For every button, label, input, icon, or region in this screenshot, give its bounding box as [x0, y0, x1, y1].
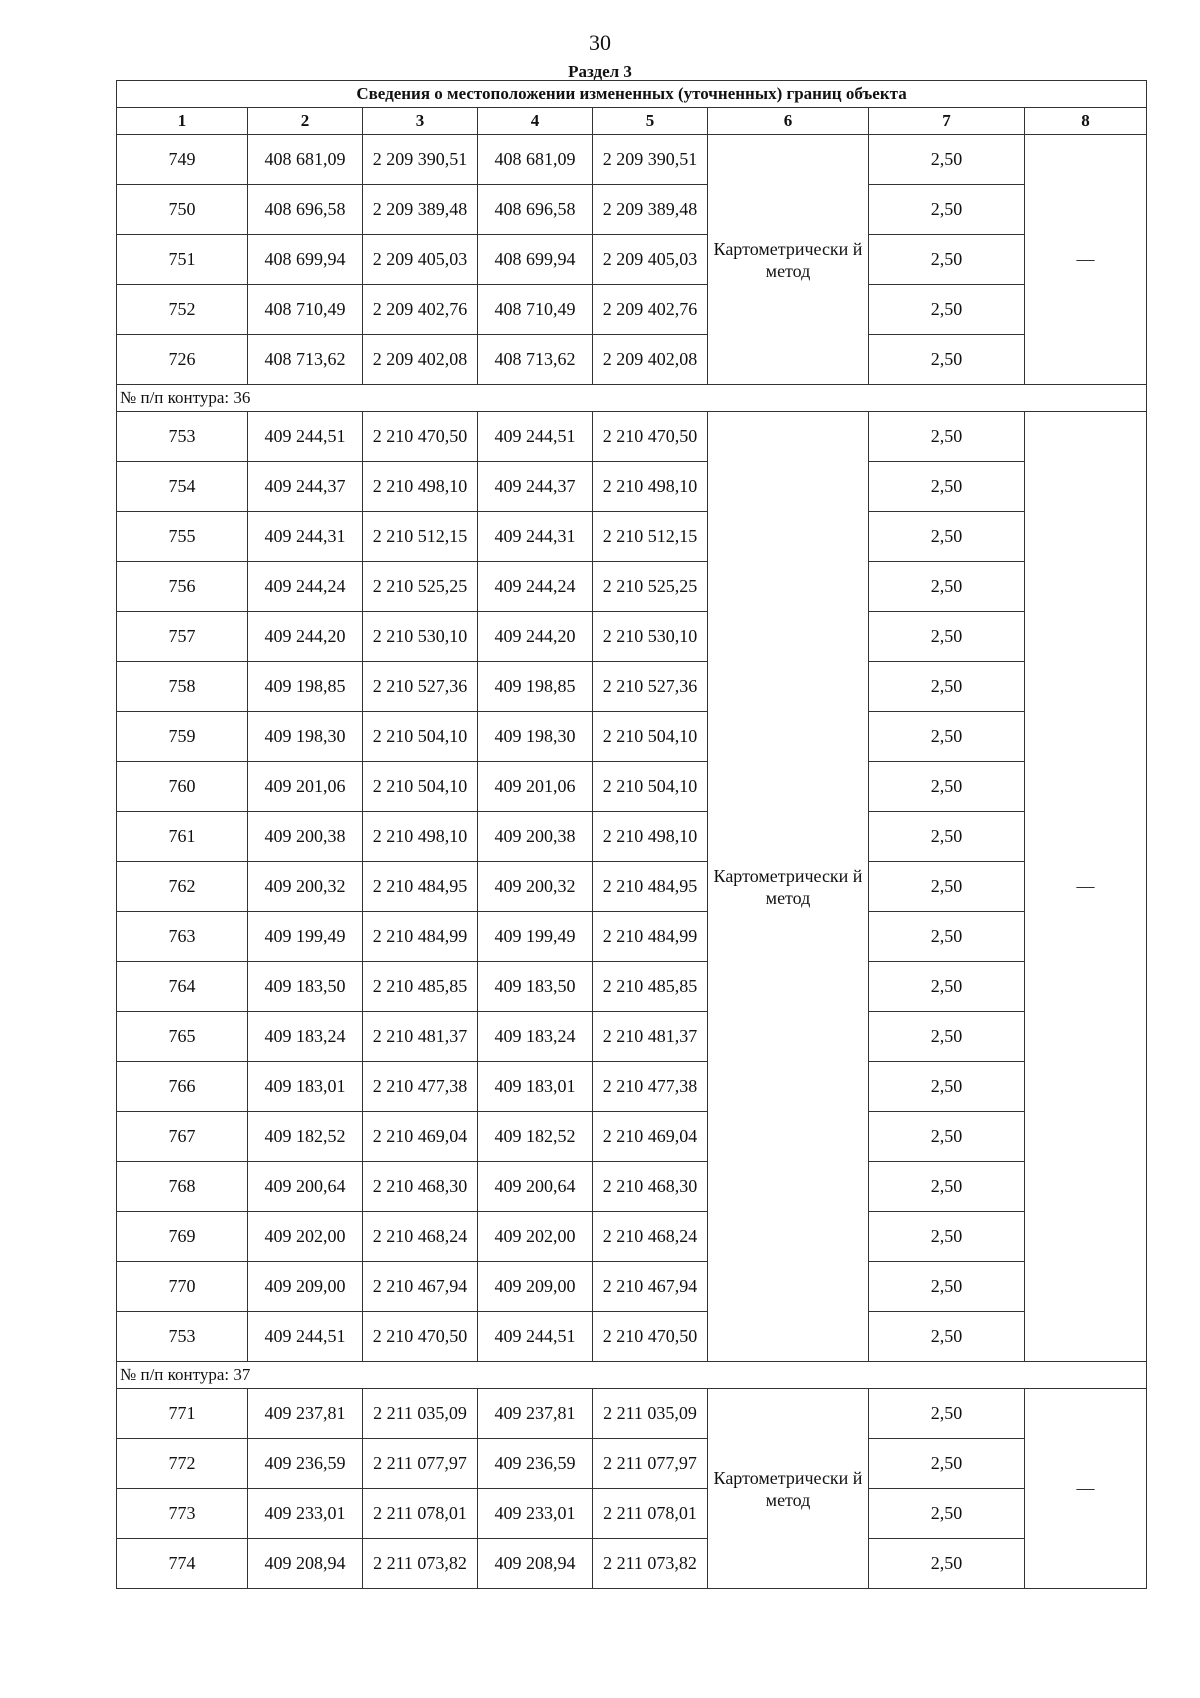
cell-col-5: 2 210 485,85	[593, 962, 708, 1012]
table-row	[117, 512, 1147, 562]
cell-col-5: 2 210 525,25	[593, 562, 708, 612]
cell-col-3: 2 210 481,37	[363, 1012, 478, 1062]
point-number: 754	[117, 462, 248, 512]
table-caption-row	[117, 81, 1147, 108]
table-row	[117, 862, 1147, 912]
cell-col-4: 409 202,00	[478, 1212, 593, 1262]
cell-col-5: 2 211 078,01	[593, 1489, 708, 1539]
cell-col-2: 409 244,20	[248, 612, 363, 662]
point-number: 763	[117, 912, 248, 962]
cell-col-3: 2 211 078,01	[363, 1489, 478, 1539]
cell-col-5: 2 210 468,30	[593, 1162, 708, 1212]
point-number: 762	[117, 862, 248, 912]
cell-col-5: 2 210 470,50	[593, 412, 708, 462]
cell-col-7: 2,50	[869, 1539, 1025, 1589]
cell-col-5: 2 210 498,10	[593, 462, 708, 512]
cell-col-5: 2 211 073,82	[593, 1539, 708, 1589]
cell-col-7: 2,50	[869, 285, 1025, 335]
cell-col-4: 409 208,94	[478, 1539, 593, 1589]
method-cell: Картометрически й метод	[708, 1389, 869, 1589]
cell-col-4: 409 244,37	[478, 462, 593, 512]
section-title: Раздел 3	[568, 62, 632, 81]
point-number: 759	[117, 712, 248, 762]
cell-col-5: 2 210 504,10	[593, 712, 708, 762]
cell-col-3: 2 210 470,50	[363, 1312, 478, 1362]
cell-col-5: 2 211 077,97	[593, 1439, 708, 1489]
cell-col-4: 409 244,51	[478, 1312, 593, 1362]
cell-col-7: 2,50	[869, 1112, 1025, 1162]
cell-col-5: 2 210 498,10	[593, 812, 708, 862]
cell-col-3: 2 210 485,85	[363, 962, 478, 1012]
point-number: 770	[117, 1262, 248, 1312]
cell-col-7: 2,50	[869, 662, 1025, 712]
cell-col-2: 409 233,01	[248, 1489, 363, 1539]
cell-col-5: 2 210 484,99	[593, 912, 708, 962]
cell-col-5: 2 210 512,15	[593, 512, 708, 562]
contour-row	[117, 1362, 1147, 1389]
cell-col-2: 408 713,62	[248, 335, 363, 385]
cell-col-3: 2 211 077,97	[363, 1439, 478, 1489]
cell-col-2: 409 183,24	[248, 1012, 363, 1062]
cell-col-5: 2 210 527,36	[593, 662, 708, 712]
cell-col-7: 2,50	[869, 462, 1025, 512]
table-row	[117, 712, 1147, 762]
cell-col-3: 2 210 467,94	[363, 1262, 478, 1312]
cell-col-4: 409 200,38	[478, 812, 593, 862]
cell-col-4: 408 710,49	[478, 285, 593, 335]
point-number: 761	[117, 812, 248, 862]
cell-col-4: 409 233,01	[478, 1489, 593, 1539]
table-row	[117, 912, 1147, 962]
cell-col-7: 2,50	[869, 812, 1025, 862]
cell-col-3: 2 211 035,09	[363, 1389, 478, 1439]
cell-col-4: 408 681,09	[478, 135, 593, 185]
cell-col-2: 409 201,06	[248, 762, 363, 812]
cell-col-2: 409 199,49	[248, 912, 363, 962]
point-number: 750	[117, 185, 248, 235]
cell-col-3: 2 210 468,24	[363, 1212, 478, 1262]
table-row	[117, 762, 1147, 812]
cell-col-5: 2 210 468,24	[593, 1212, 708, 1262]
cell-col-5: 2 210 467,94	[593, 1262, 708, 1312]
cell-col-7: 2,50	[869, 862, 1025, 912]
cell-col-2: 409 244,37	[248, 462, 363, 512]
cell-col-4: 408 713,62	[478, 335, 593, 385]
point-number: 758	[117, 662, 248, 712]
table-row	[117, 1212, 1147, 1262]
table-row	[117, 235, 1147, 285]
cell-col-2: 409 202,00	[248, 1212, 363, 1262]
cell-col-2: 409 209,00	[248, 1262, 363, 1312]
cell-col-4: 409 183,24	[478, 1012, 593, 1062]
cell-col-7: 2,50	[869, 962, 1025, 1012]
table-row	[117, 812, 1147, 862]
cell-col-5: 2 209 405,03	[593, 235, 708, 285]
table-row	[117, 1112, 1147, 1162]
method-cell: Картометрически й метод	[708, 412, 869, 1362]
cell-col-3: 2 210 484,95	[363, 862, 478, 912]
table-row	[117, 462, 1147, 512]
cell-col-2: 409 244,31	[248, 512, 363, 562]
cell-col-5: 2 210 530,10	[593, 612, 708, 662]
table-row	[117, 335, 1147, 385]
cell-col-4: 409 244,51	[478, 412, 593, 462]
point-number: 726	[117, 335, 248, 385]
column-header-2: 2	[248, 108, 363, 135]
table-row	[117, 1262, 1147, 1312]
cell-col-3: 2 210 525,25	[363, 562, 478, 612]
cell-col-3: 2 210 470,50	[363, 412, 478, 462]
cell-col-2: 408 710,49	[248, 285, 363, 335]
cell-col-2: 408 681,09	[248, 135, 363, 185]
table-row	[117, 1389, 1147, 1439]
column-header-4: 4	[478, 108, 593, 135]
table-row	[117, 285, 1147, 335]
cell-col-7: 2,50	[869, 1212, 1025, 1262]
cell-col-2: 409 236,59	[248, 1439, 363, 1489]
point-number: 749	[117, 135, 248, 185]
table-row	[117, 562, 1147, 612]
cell-col-3: 2 210 498,10	[363, 462, 478, 512]
cell-col-5: 2 210 470,50	[593, 1312, 708, 1362]
point-number: 755	[117, 512, 248, 562]
cell-col-5: 2 210 504,10	[593, 762, 708, 812]
cell-col-4: 409 244,20	[478, 612, 593, 662]
table-caption: Сведения о местоположении измененных (уточненных) границ объекта	[117, 81, 1147, 108]
point-number: 751	[117, 235, 248, 285]
cell-col-7: 2,50	[869, 185, 1025, 235]
cell-col-4: 409 200,32	[478, 862, 593, 912]
cell-col-5: 2 210 469,04	[593, 1112, 708, 1162]
cell-col-4: 409 244,31	[478, 512, 593, 562]
cell-col-3: 2 210 504,10	[363, 762, 478, 812]
cell-col-4: 409 201,06	[478, 762, 593, 812]
page-number: 30	[589, 30, 611, 55]
point-number: 753	[117, 1312, 248, 1362]
cell-col-2: 409 198,30	[248, 712, 363, 762]
table-row	[117, 962, 1147, 1012]
table-body	[117, 81, 1147, 1589]
cell-col-3: 2 209 389,48	[363, 185, 478, 235]
cell-col-3: 2 210 504,10	[363, 712, 478, 762]
table-row	[117, 612, 1147, 662]
cell-col-7: 2,50	[869, 1389, 1025, 1439]
cell-col-5: 2 210 481,37	[593, 1012, 708, 1062]
cell-col-4: 409 244,24	[478, 562, 593, 612]
column-header-8: 8	[1025, 108, 1147, 135]
cell-col-2: 409 200,64	[248, 1162, 363, 1212]
cell-col-4: 409 183,50	[478, 962, 593, 1012]
cell-col-4: 409 182,52	[478, 1112, 593, 1162]
cell-col-7: 2,50	[869, 1312, 1025, 1362]
contour-label: № п/п контура: 36	[117, 385, 1147, 412]
cell-col-5: 2 210 484,95	[593, 862, 708, 912]
cell-col-7: 2,50	[869, 1489, 1025, 1539]
cell-col-7: 2,50	[869, 512, 1025, 562]
cell-col-3: 2 209 402,08	[363, 335, 478, 385]
cell-col-2: 409 244,51	[248, 412, 363, 462]
cell-col-5: 2 209 402,76	[593, 285, 708, 335]
cell-col-3: 2 210 469,04	[363, 1112, 478, 1162]
point-number: 768	[117, 1162, 248, 1212]
column-header-7: 7	[869, 108, 1025, 135]
cell-col-7: 2,50	[869, 1162, 1025, 1212]
cell-col-7: 2,50	[869, 135, 1025, 185]
cell-col-3: 2 210 530,10	[363, 612, 478, 662]
cell-col-7: 2,50	[869, 1439, 1025, 1489]
cell-col-7: 2,50	[869, 762, 1025, 812]
note-cell: —	[1025, 412, 1147, 1362]
cell-col-2: 408 696,58	[248, 185, 363, 235]
cell-col-2: 409 198,85	[248, 662, 363, 712]
cell-col-3: 2 210 498,10	[363, 812, 478, 862]
point-number: 765	[117, 1012, 248, 1062]
cell-col-2: 409 208,94	[248, 1539, 363, 1589]
point-number: 774	[117, 1539, 248, 1589]
point-number: 766	[117, 1062, 248, 1112]
cell-col-4: 409 198,85	[478, 662, 593, 712]
column-header-row	[117, 108, 1147, 135]
table-row	[117, 1489, 1147, 1539]
note-cell: —	[1025, 1389, 1147, 1589]
column-header-6: 6	[708, 108, 869, 135]
column-header-5: 5	[593, 108, 708, 135]
cell-col-2: 409 200,38	[248, 812, 363, 862]
table-row	[117, 1162, 1147, 1212]
table-row	[117, 1439, 1147, 1489]
cell-col-5: 2 209 390,51	[593, 135, 708, 185]
point-number: 772	[117, 1439, 248, 1489]
cell-col-4: 409 209,00	[478, 1262, 593, 1312]
cell-col-2: 409 182,52	[248, 1112, 363, 1162]
cell-col-7: 2,50	[869, 912, 1025, 962]
cell-col-7: 2,50	[869, 235, 1025, 285]
cell-col-2: 409 200,32	[248, 862, 363, 912]
boundary-table	[116, 80, 1147, 1589]
cell-col-7: 2,50	[869, 335, 1025, 385]
cell-col-7: 2,50	[869, 562, 1025, 612]
table-row	[117, 1539, 1147, 1589]
table-row	[117, 412, 1147, 462]
method-cell: Картометрически й метод	[708, 135, 869, 385]
cell-col-2: 409 183,50	[248, 962, 363, 1012]
cell-col-3: 2 210 484,99	[363, 912, 478, 962]
contour-row	[117, 385, 1147, 412]
point-number: 764	[117, 962, 248, 1012]
cell-col-2: 409 244,51	[248, 1312, 363, 1362]
cell-col-4: 409 198,30	[478, 712, 593, 762]
contour-label: № п/п контура: 37	[117, 1362, 1147, 1389]
point-number: 753	[117, 412, 248, 462]
cell-col-5: 2 211 035,09	[593, 1389, 708, 1439]
table-row	[117, 135, 1147, 185]
cell-col-7: 2,50	[869, 612, 1025, 662]
cell-col-4: 409 236,59	[478, 1439, 593, 1489]
column-header-1: 1	[117, 108, 248, 135]
cell-col-5: 2 209 389,48	[593, 185, 708, 235]
point-number: 771	[117, 1389, 248, 1439]
cell-col-4: 409 183,01	[478, 1062, 593, 1112]
table-row	[117, 1062, 1147, 1112]
point-number: 760	[117, 762, 248, 812]
cell-col-4: 408 696,58	[478, 185, 593, 235]
cell-col-7: 2,50	[869, 1262, 1025, 1312]
table-row	[117, 1312, 1147, 1362]
table-row	[117, 185, 1147, 235]
cell-col-2: 409 244,24	[248, 562, 363, 612]
cell-col-7: 2,50	[869, 1012, 1025, 1062]
cell-col-4: 409 200,64	[478, 1162, 593, 1212]
cell-col-3: 2 210 477,38	[363, 1062, 478, 1112]
cell-col-3: 2 209 405,03	[363, 235, 478, 285]
point-number: 767	[117, 1112, 248, 1162]
column-header-3: 3	[363, 108, 478, 135]
cell-col-7: 2,50	[869, 412, 1025, 462]
cell-col-3: 2 210 527,36	[363, 662, 478, 712]
cell-col-3: 2 210 468,30	[363, 1162, 478, 1212]
cell-col-3: 2 211 073,82	[363, 1539, 478, 1589]
table-row	[117, 662, 1147, 712]
cell-col-3: 2 209 390,51	[363, 135, 478, 185]
cell-col-7: 2,50	[869, 712, 1025, 762]
note-cell: —	[1025, 135, 1147, 385]
cell-col-2: 408 699,94	[248, 235, 363, 285]
cell-col-4: 409 237,81	[478, 1389, 593, 1439]
point-number: 757	[117, 612, 248, 662]
point-number: 773	[117, 1489, 248, 1539]
cell-col-4: 409 199,49	[478, 912, 593, 962]
point-number: 756	[117, 562, 248, 612]
cell-col-5: 2 209 402,08	[593, 335, 708, 385]
cell-col-3: 2 210 512,15	[363, 512, 478, 562]
cell-col-5: 2 210 477,38	[593, 1062, 708, 1112]
cell-col-2: 409 183,01	[248, 1062, 363, 1112]
cell-col-7: 2,50	[869, 1062, 1025, 1112]
cell-col-4: 408 699,94	[478, 235, 593, 285]
point-number: 769	[117, 1212, 248, 1262]
point-number: 752	[117, 285, 248, 335]
cell-col-3: 2 209 402,76	[363, 285, 478, 335]
table-row	[117, 1012, 1147, 1062]
cell-col-2: 409 237,81	[248, 1389, 363, 1439]
